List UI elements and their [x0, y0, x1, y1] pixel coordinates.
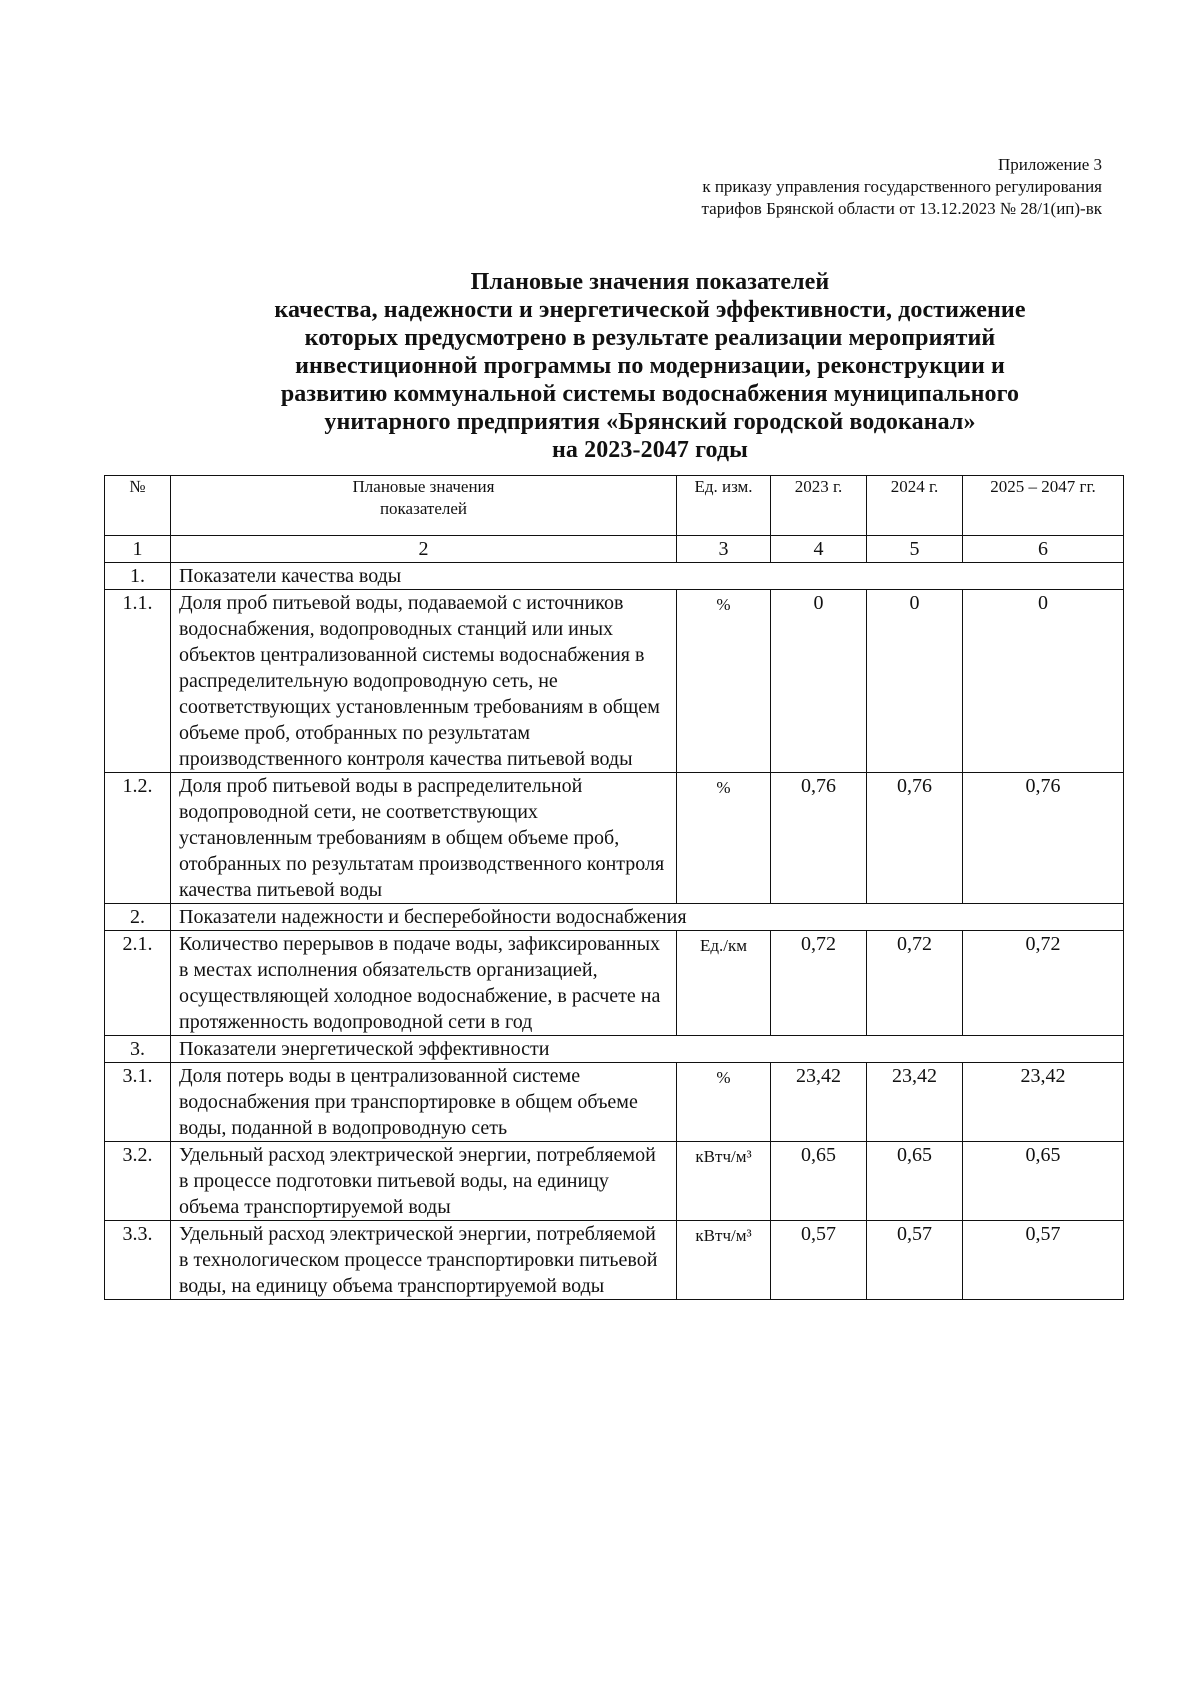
indicator-text: Удельный расход электрической энергии, потребляемой в процессе подготовки питьевой воды, на единицу объема транспортируемой воды: [171, 1142, 677, 1221]
table-row: [105, 590, 1124, 773]
unit-cell: %: [677, 1063, 771, 1142]
section-number: 1.: [105, 563, 171, 590]
value-2023: 0: [771, 590, 867, 773]
table-header-row: [105, 476, 1124, 536]
indicator-text: Доля проб питьевой воды, подаваемой с источников водоснабжения, водопроводных станций или иных объектов централизованной системы водоснабжения в распределительную водопроводную сеть, не соответствующих установленным требованиям в общем объеме проб, отобранных по результатам производственного контроля качества питьевой воды: [171, 590, 677, 773]
section-number: 3.: [105, 1036, 171, 1063]
unit-cell: Ед./км: [677, 931, 771, 1036]
value-2024: 0,72: [867, 931, 963, 1036]
section-row: [105, 563, 1124, 590]
table-row: [105, 931, 1124, 1036]
value-2024: 23,42: [867, 1063, 963, 1142]
section-title: Показатели энергетической эффективности: [171, 1036, 1124, 1063]
row-number: 3.3.: [105, 1221, 171, 1300]
indicators-table: [104, 475, 1124, 1300]
appendix-number: Приложение 3: [998, 155, 1102, 174]
value-2024: 0: [867, 590, 963, 773]
column-number: 4: [771, 536, 867, 563]
value-2025-2047: 0,76: [963, 773, 1124, 904]
title-line: унитарного предприятия «Брянский городской водоканал»: [324, 409, 976, 435]
value-2024: 0,65: [867, 1142, 963, 1221]
value-2025-2047: 0,65: [963, 1142, 1124, 1221]
title-line: развитию коммунальной системы водоснабжения муниципального: [280, 381, 1020, 407]
header-unit: Ед. изм.: [677, 476, 771, 536]
column-number: 2: [171, 536, 677, 563]
value-2025-2047: 0,72: [963, 931, 1124, 1036]
unit-cell: кВтч/м³: [677, 1221, 771, 1300]
row-number: 3.1.: [105, 1063, 171, 1142]
row-number: 3.2.: [105, 1142, 171, 1221]
value-2023: 0,76: [771, 773, 867, 904]
column-number: 3: [677, 536, 771, 563]
header-2024: 2024 г.: [867, 476, 963, 536]
unit-cell: %: [677, 590, 771, 773]
column-number: 5: [867, 536, 963, 563]
header-param: [171, 476, 677, 536]
document-title: [200, 268, 1100, 464]
title-line: качества, надежности и энергетической эффективности, достижение: [274, 297, 1026, 323]
indicator-text: Доля потерь воды в централизованной системе водоснабжения при транспортировке в общем объеме воды, поданной в водопроводную сеть: [171, 1063, 677, 1142]
table-row: [105, 1063, 1124, 1142]
value-2023: 0,65: [771, 1142, 867, 1221]
appendix-order-ref: к приказу управления государственного регулирования: [702, 177, 1102, 196]
title-line: Плановые значения показателей: [470, 269, 830, 295]
column-number: 1: [105, 536, 171, 563]
header-num: №: [105, 476, 171, 536]
column-number: 6: [963, 536, 1124, 563]
unit-cell: %: [677, 773, 771, 904]
title-line: инвестиционной программы по модернизации, реконструкции и: [295, 353, 1005, 379]
title-line: которых предусмотрено в результате реализации мероприятий: [304, 325, 996, 351]
value-2023: 0,72: [771, 931, 867, 1036]
header-2023: 2023 г.: [771, 476, 867, 536]
indicator-text: Удельный расход электрической энергии, потребляемой в технологическом процессе транспортировки питьевой воды, на единицу объема транспортируемой воды: [171, 1221, 677, 1300]
appendix-order-date: тарифов Брянской области от 13.12.2023 № 28/1(ип)-вк: [701, 199, 1102, 218]
section-title: Показатели качества воды: [171, 563, 1124, 590]
indicator-text: Количество перерывов в подаче воды, зафиксированных в местах исполнения обязательств организацией, осуществляющей холодное водоснабжение, в расчете на протяженность водопроводной сети в год: [171, 931, 677, 1036]
row-number: 2.1.: [105, 931, 171, 1036]
section-row: [105, 904, 1124, 931]
header-param-line: показателей: [379, 499, 468, 518]
header-param-line: Плановые значения: [352, 477, 495, 496]
value-2025-2047: 0: [963, 590, 1124, 773]
header-2025-2047: 2025 – 2047 гг.: [963, 476, 1124, 536]
column-numbers-row: [105, 536, 1124, 563]
value-2023: 23,42: [771, 1063, 867, 1142]
table-row: [105, 1142, 1124, 1221]
unit-cell: кВтч/м³: [677, 1142, 771, 1221]
section-title: Показатели надежности и бесперебойности водоснабжения: [171, 904, 1124, 931]
value-2024: 0,76: [867, 773, 963, 904]
value-2025-2047: 0,57: [963, 1221, 1124, 1300]
section-number: 2.: [105, 904, 171, 931]
appendix-header: [702, 154, 1102, 220]
section-row: [105, 1036, 1124, 1063]
table-row: [105, 1221, 1124, 1300]
table-row: [105, 773, 1124, 904]
title-line: на 2023-2047 годы: [551, 437, 748, 463]
value-2023: 0,57: [771, 1221, 867, 1300]
indicator-text: Доля проб питьевой воды в распределительной водопроводной сети, не соответствующих установленным требованиям в общем объеме проб, отобранных по результатам производственного контроля качества питьевой воды: [171, 773, 677, 904]
row-number: 1.2.: [105, 773, 171, 904]
row-number: 1.1.: [105, 590, 171, 773]
value-2024: 0,57: [867, 1221, 963, 1300]
value-2025-2047: 23,42: [963, 1063, 1124, 1142]
